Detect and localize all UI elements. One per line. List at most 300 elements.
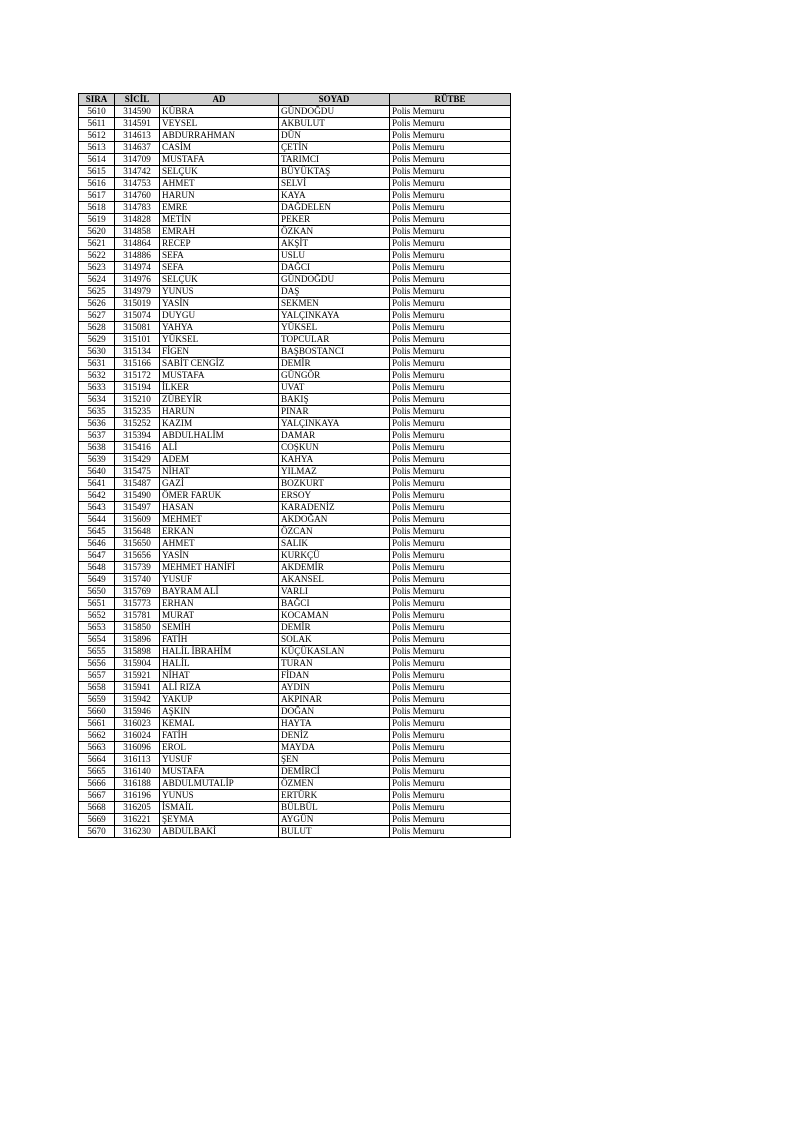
sira-cell: 5667	[79, 790, 115, 802]
sicil-cell: 314976	[115, 274, 160, 286]
ad-cell: EROL	[160, 742, 279, 754]
sicil-cell: 315497	[115, 502, 160, 514]
rutbe-cell: Polis Memuru	[390, 190, 511, 202]
sicil-cell: 315074	[115, 310, 160, 322]
rutbe-cell: Polis Memuru	[390, 682, 511, 694]
rutbe-cell: Polis Memuru	[390, 106, 511, 118]
sira-cell: 5624	[79, 274, 115, 286]
table-row	[79, 130, 511, 142]
rutbe-cell: Polis Memuru	[390, 754, 511, 766]
header-ad: AD	[160, 94, 279, 106]
ad-cell: YUNUS	[160, 790, 279, 802]
ad-cell: NİHAT	[160, 466, 279, 478]
header-soyad: SOYAD	[279, 94, 390, 106]
rutbe-cell: Polis Memuru	[390, 502, 511, 514]
table-row	[79, 562, 511, 574]
ad-cell: İLKER	[160, 382, 279, 394]
ad-cell: ŞEYMA	[160, 814, 279, 826]
table-row	[79, 538, 511, 550]
sira-cell: 5640	[79, 466, 115, 478]
sicil-cell: 315134	[115, 346, 160, 358]
rutbe-cell: Polis Memuru	[390, 790, 511, 802]
sira-cell: 5663	[79, 742, 115, 754]
table-row	[79, 406, 511, 418]
table-row	[79, 754, 511, 766]
sicil-cell: 314613	[115, 130, 160, 142]
soyad-cell: AKBULUT	[279, 118, 390, 130]
sira-cell: 5621	[79, 238, 115, 250]
soyad-cell: GÜNGÖR	[279, 370, 390, 382]
sira-cell: 5635	[79, 406, 115, 418]
sicil-cell: 315896	[115, 634, 160, 646]
sira-cell: 5657	[79, 670, 115, 682]
soyad-cell: SALIK	[279, 538, 390, 550]
soyad-cell: KARADENİZ	[279, 502, 390, 514]
rutbe-cell: Polis Memuru	[390, 130, 511, 142]
rutbe-cell: Polis Memuru	[390, 778, 511, 790]
sira-cell: 5658	[79, 682, 115, 694]
soyad-cell: YÜKSEL	[279, 322, 390, 334]
rutbe-cell: Polis Memuru	[390, 310, 511, 322]
soyad-cell: ÖZMEN	[279, 778, 390, 790]
soyad-cell: KÜÇÜKASLAN	[279, 646, 390, 658]
rutbe-cell: Polis Memuru	[390, 274, 511, 286]
soyad-cell: GÜNDOĞDU	[279, 274, 390, 286]
sira-cell: 5656	[79, 658, 115, 670]
sira-cell: 5625	[79, 286, 115, 298]
sira-cell: 5655	[79, 646, 115, 658]
sicil-cell: 314760	[115, 190, 160, 202]
sicil-cell: 314886	[115, 250, 160, 262]
table-row	[79, 322, 511, 334]
rutbe-cell: Polis Memuru	[390, 118, 511, 130]
table-row	[79, 226, 511, 238]
rutbe-cell: Polis Memuru	[390, 586, 511, 598]
ad-cell: KEMAL	[160, 718, 279, 730]
soyad-cell: DAĞDELEN	[279, 202, 390, 214]
sicil-cell: 314974	[115, 262, 160, 274]
rutbe-cell: Polis Memuru	[390, 730, 511, 742]
sicil-cell: 315019	[115, 298, 160, 310]
sira-cell: 5610	[79, 106, 115, 118]
table-row	[79, 238, 511, 250]
sira-cell: 5665	[79, 766, 115, 778]
table-row	[79, 442, 511, 454]
rutbe-cell: Polis Memuru	[390, 250, 511, 262]
rutbe-cell: Polis Memuru	[390, 514, 511, 526]
sira-cell: 5650	[79, 586, 115, 598]
ad-cell: FİGEN	[160, 346, 279, 358]
sira-cell: 5651	[79, 598, 115, 610]
sicil-cell: 315172	[115, 370, 160, 382]
sira-cell: 5612	[79, 130, 115, 142]
sira-cell: 5629	[79, 334, 115, 346]
sira-cell: 5641	[79, 478, 115, 490]
soyad-cell: AKDEMİR	[279, 562, 390, 574]
ad-cell: ALİ RIZA	[160, 682, 279, 694]
rutbe-cell: Polis Memuru	[390, 598, 511, 610]
soyad-cell: DAMAR	[279, 430, 390, 442]
ad-cell: İSMAİL	[160, 802, 279, 814]
sira-cell: 5669	[79, 814, 115, 826]
soyad-cell: ERTÜRK	[279, 790, 390, 802]
ad-cell: ÖMER FARUK	[160, 490, 279, 502]
soyad-cell: SELVİ	[279, 178, 390, 190]
table-row	[79, 358, 511, 370]
ad-cell: AHMET	[160, 538, 279, 550]
rutbe-cell: Polis Memuru	[390, 766, 511, 778]
ad-cell: KAZIM	[160, 418, 279, 430]
soyad-cell: PEKER	[279, 214, 390, 226]
ad-cell: HARUN	[160, 190, 279, 202]
sicil-cell: 316140	[115, 766, 160, 778]
table-row	[79, 490, 511, 502]
rutbe-cell: Polis Memuru	[390, 478, 511, 490]
rutbe-cell: Polis Memuru	[390, 634, 511, 646]
ad-cell: YASİN	[160, 298, 279, 310]
table-row	[79, 262, 511, 274]
table-row	[79, 334, 511, 346]
soyad-cell: AYGÜN	[279, 814, 390, 826]
rutbe-cell: Polis Memuru	[390, 442, 511, 454]
ad-cell: ERKAN	[160, 526, 279, 538]
table-row	[79, 646, 511, 658]
table-row	[79, 730, 511, 742]
sira-cell: 5664	[79, 754, 115, 766]
sicil-cell: 316205	[115, 802, 160, 814]
rutbe-cell: Polis Memuru	[390, 346, 511, 358]
sicil-cell: 316221	[115, 814, 160, 826]
sira-cell: 5636	[79, 418, 115, 430]
soyad-cell: SEKMEN	[279, 298, 390, 310]
sicil-cell: 315487	[115, 478, 160, 490]
rutbe-cell: Polis Memuru	[390, 322, 511, 334]
rutbe-cell: Polis Memuru	[390, 178, 511, 190]
sira-cell: 5652	[79, 610, 115, 622]
soyad-cell: FİDAN	[279, 670, 390, 682]
ad-cell: EMRAH	[160, 226, 279, 238]
table-row	[79, 634, 511, 646]
sira-cell: 5620	[79, 226, 115, 238]
rutbe-cell: Polis Memuru	[390, 154, 511, 166]
table-row	[79, 310, 511, 322]
table-row	[79, 274, 511, 286]
sicil-cell: 314783	[115, 202, 160, 214]
rutbe-cell: Polis Memuru	[390, 394, 511, 406]
soyad-cell: AKPINAR	[279, 694, 390, 706]
soyad-cell: TOPCULAR	[279, 334, 390, 346]
sira-cell: 5661	[79, 718, 115, 730]
ad-cell: DUYGU	[160, 310, 279, 322]
table-row	[79, 826, 511, 838]
sira-cell: 5648	[79, 562, 115, 574]
soyad-cell: DEMİRCİ	[279, 766, 390, 778]
soyad-cell: TURAN	[279, 658, 390, 670]
sicil-cell: 315946	[115, 706, 160, 718]
sira-cell: 5628	[79, 322, 115, 334]
sicil-cell: 314858	[115, 226, 160, 238]
ad-cell: YAHYA	[160, 322, 279, 334]
table-row	[79, 670, 511, 682]
ad-cell: YÜKSEL	[160, 334, 279, 346]
sira-cell: 5614	[79, 154, 115, 166]
table-row	[79, 790, 511, 802]
sicil-cell: 314590	[115, 106, 160, 118]
personnel-table	[78, 93, 511, 838]
ad-cell: MUSTAFA	[160, 766, 279, 778]
ad-cell: YASİN	[160, 550, 279, 562]
soyad-cell: HAYTA	[279, 718, 390, 730]
rutbe-cell: Polis Memuru	[390, 706, 511, 718]
soyad-cell: SOLAK	[279, 634, 390, 646]
table-row	[79, 658, 511, 670]
sira-cell: 5616	[79, 178, 115, 190]
rutbe-cell: Polis Memuru	[390, 610, 511, 622]
table-row	[79, 190, 511, 202]
ad-cell: ADEM	[160, 454, 279, 466]
ad-cell: ABDURRAHMAN	[160, 130, 279, 142]
rutbe-cell: Polis Memuru	[390, 718, 511, 730]
sicil-cell: 315490	[115, 490, 160, 502]
rutbe-cell: Polis Memuru	[390, 550, 511, 562]
rutbe-cell: Polis Memuru	[390, 142, 511, 154]
sicil-cell: 315942	[115, 694, 160, 706]
rutbe-cell: Polis Memuru	[390, 814, 511, 826]
sicil-cell: 314709	[115, 154, 160, 166]
sicil-cell: 316023	[115, 718, 160, 730]
sicil-cell: 316113	[115, 754, 160, 766]
soyad-cell: KAYA	[279, 190, 390, 202]
soyad-cell: BAŞBOSTANCI	[279, 346, 390, 358]
rutbe-cell: Polis Memuru	[390, 418, 511, 430]
ad-cell: MUSTAFA	[160, 154, 279, 166]
table-row	[79, 598, 511, 610]
sicil-cell: 315194	[115, 382, 160, 394]
table-row	[79, 166, 511, 178]
sira-cell: 5611	[79, 118, 115, 130]
soyad-cell: DOĞAN	[279, 706, 390, 718]
soyad-cell: ŞEN	[279, 754, 390, 766]
rutbe-cell: Polis Memuru	[390, 574, 511, 586]
table-row	[79, 478, 511, 490]
soyad-cell: VARLI	[279, 586, 390, 598]
ad-cell: SELÇUK	[160, 274, 279, 286]
table-row	[79, 454, 511, 466]
sicil-cell: 315252	[115, 418, 160, 430]
table-row	[79, 802, 511, 814]
rutbe-cell: Polis Memuru	[390, 694, 511, 706]
soyad-cell: YILMAZ	[279, 466, 390, 478]
sira-cell: 5649	[79, 574, 115, 586]
sira-cell: 5613	[79, 142, 115, 154]
soyad-cell: BÜLBÜL	[279, 802, 390, 814]
soyad-cell: UVAT	[279, 382, 390, 394]
table-row	[79, 550, 511, 562]
ad-cell: HALİL	[160, 658, 279, 670]
sira-cell: 5654	[79, 634, 115, 646]
soyad-cell: ÇETİN	[279, 142, 390, 154]
soyad-cell: KURKÇÜ	[279, 550, 390, 562]
rutbe-cell: Polis Memuru	[390, 562, 511, 574]
sicil-cell: 315773	[115, 598, 160, 610]
table-row	[79, 706, 511, 718]
ad-cell: VEYSEL	[160, 118, 279, 130]
sicil-cell: 315394	[115, 430, 160, 442]
soyad-cell: AKDOĞAN	[279, 514, 390, 526]
sicil-cell: 314828	[115, 214, 160, 226]
header-rutbe: RÜTBE	[390, 94, 511, 106]
sicil-cell: 315101	[115, 334, 160, 346]
ad-cell: AŞKIN	[160, 706, 279, 718]
table-header	[79, 94, 511, 106]
table-row	[79, 514, 511, 526]
ad-cell: GAZİ	[160, 478, 279, 490]
table-row	[79, 178, 511, 190]
table-row	[79, 286, 511, 298]
rutbe-cell: Polis Memuru	[390, 370, 511, 382]
rutbe-cell: Polis Memuru	[390, 202, 511, 214]
ad-cell: YUSUF	[160, 754, 279, 766]
soyad-cell: KAHYA	[279, 454, 390, 466]
header-sicil: SİCİL	[115, 94, 160, 106]
sicil-cell: 316096	[115, 742, 160, 754]
sicil-cell: 316188	[115, 778, 160, 790]
table-row	[79, 214, 511, 226]
ad-cell: KÜBRA	[160, 106, 279, 118]
ad-cell: SEMİH	[160, 622, 279, 634]
ad-cell: AHMET	[160, 178, 279, 190]
sicil-cell: 316230	[115, 826, 160, 838]
ad-cell: MURAT	[160, 610, 279, 622]
sira-cell: 5662	[79, 730, 115, 742]
ad-cell: SEFA	[160, 250, 279, 262]
sira-cell: 5630	[79, 346, 115, 358]
table-row	[79, 778, 511, 790]
table-row	[79, 394, 511, 406]
table-row	[79, 142, 511, 154]
table-row	[79, 250, 511, 262]
sicil-cell: 315166	[115, 358, 160, 370]
soyad-cell: DAĞCI	[279, 262, 390, 274]
rutbe-cell: Polis Memuru	[390, 286, 511, 298]
table-row	[79, 202, 511, 214]
sicil-cell: 315904	[115, 658, 160, 670]
soyad-cell: TARIMCI	[279, 154, 390, 166]
sira-cell: 5622	[79, 250, 115, 262]
table-row	[79, 574, 511, 586]
rutbe-cell: Polis Memuru	[390, 358, 511, 370]
table-row	[79, 742, 511, 754]
rutbe-cell: Polis Memuru	[390, 742, 511, 754]
sira-cell: 5626	[79, 298, 115, 310]
table-row	[79, 118, 511, 130]
sira-cell: 5633	[79, 382, 115, 394]
sira-cell: 5653	[79, 622, 115, 634]
soyad-cell: BAĞCI	[279, 598, 390, 610]
ad-cell: BAYRAM ALİ	[160, 586, 279, 598]
sira-cell: 5618	[79, 202, 115, 214]
header-sira: SIRA	[79, 94, 115, 106]
sira-cell: 5623	[79, 262, 115, 274]
table-row	[79, 694, 511, 706]
ad-cell: ALİ	[160, 442, 279, 454]
sicil-cell: 315648	[115, 526, 160, 538]
ad-cell: FATİH	[160, 634, 279, 646]
soyad-cell: ERSOY	[279, 490, 390, 502]
table-row	[79, 346, 511, 358]
ad-cell: YUSUF	[160, 574, 279, 586]
ad-cell: SABİT CENGİZ	[160, 358, 279, 370]
soyad-cell: DENİZ	[279, 730, 390, 742]
sira-cell: 5619	[79, 214, 115, 226]
ad-cell: METİN	[160, 214, 279, 226]
soyad-cell: DEMİR	[279, 358, 390, 370]
rutbe-cell: Polis Memuru	[390, 214, 511, 226]
rutbe-cell: Polis Memuru	[390, 226, 511, 238]
soyad-cell: USLU	[279, 250, 390, 262]
ad-cell: EMRE	[160, 202, 279, 214]
soyad-cell: BOZKURT	[279, 478, 390, 490]
ad-cell: MUSTAFA	[160, 370, 279, 382]
rutbe-cell: Polis Memuru	[390, 334, 511, 346]
sicil-cell: 316196	[115, 790, 160, 802]
soyad-cell: GÜNDOĞDU	[279, 106, 390, 118]
table-row	[79, 526, 511, 538]
table-row	[79, 370, 511, 382]
sira-cell: 5668	[79, 802, 115, 814]
sicil-cell: 315769	[115, 586, 160, 598]
rutbe-cell: Polis Memuru	[390, 406, 511, 418]
sicil-cell: 315475	[115, 466, 160, 478]
sira-cell: 5627	[79, 310, 115, 322]
soyad-cell: MAYDA	[279, 742, 390, 754]
sira-cell: 5634	[79, 394, 115, 406]
header-row	[79, 94, 511, 106]
ad-cell: SELÇUK	[160, 166, 279, 178]
sira-cell: 5659	[79, 694, 115, 706]
rutbe-cell: Polis Memuru	[390, 526, 511, 538]
soyad-cell: BAKIŞ	[279, 394, 390, 406]
ad-cell: RECEP	[160, 238, 279, 250]
sira-cell: 5670	[79, 826, 115, 838]
table-row	[79, 430, 511, 442]
sira-cell: 5615	[79, 166, 115, 178]
ad-cell: SEFA	[160, 262, 279, 274]
soyad-cell: DÜN	[279, 130, 390, 142]
rutbe-cell: Polis Memuru	[390, 238, 511, 250]
sira-cell: 5646	[79, 538, 115, 550]
sicil-cell: 315609	[115, 514, 160, 526]
ad-cell: HALİL İBRAHİM	[160, 646, 279, 658]
rutbe-cell: Polis Memuru	[390, 646, 511, 658]
ad-cell: ZÜBEYİR	[160, 394, 279, 406]
ad-cell: ABDULMUTALİP	[160, 778, 279, 790]
ad-cell: MEHMET HANİFİ	[160, 562, 279, 574]
sicil-cell: 314864	[115, 238, 160, 250]
sicil-cell: 315898	[115, 646, 160, 658]
soyad-cell: AYDIN	[279, 682, 390, 694]
ad-cell: ABDULHALİM	[160, 430, 279, 442]
table-row	[79, 766, 511, 778]
table-row	[79, 610, 511, 622]
table-row	[79, 466, 511, 478]
sira-cell: 5666	[79, 778, 115, 790]
ad-cell: CASİM	[160, 142, 279, 154]
sira-cell: 5638	[79, 442, 115, 454]
sicil-cell: 315739	[115, 562, 160, 574]
sira-cell: 5660	[79, 706, 115, 718]
ad-cell: MEHMET	[160, 514, 279, 526]
